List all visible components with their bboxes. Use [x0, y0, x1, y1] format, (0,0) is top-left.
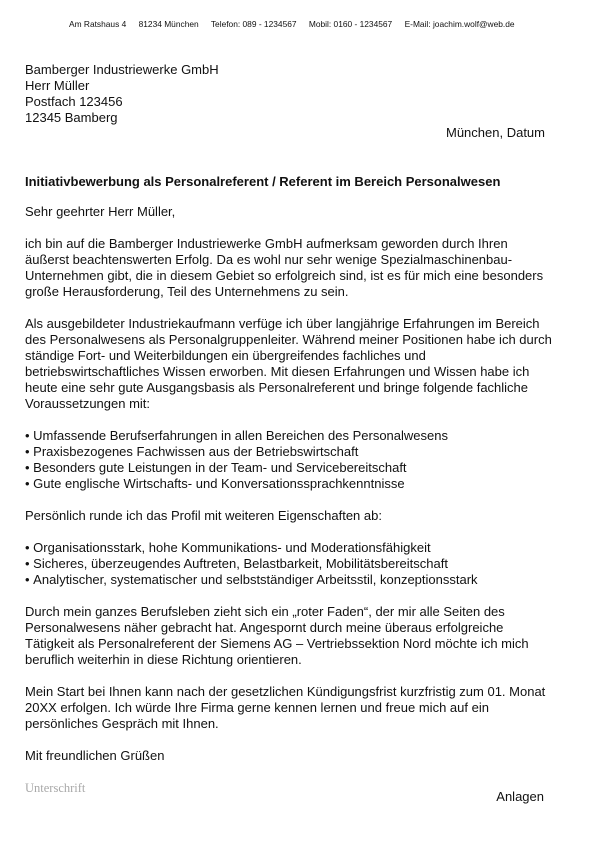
salutation: Sehr geehrter Herr Müller,	[25, 204, 176, 219]
recipient-city: 12345 Bamberg	[25, 110, 118, 125]
paragraph-personal: Persönlich runde ich das Profil mit weiteren Eigenschaften ab:	[25, 508, 382, 523]
sender-phone: Telefon: 089 - 1234567	[210, 19, 297, 29]
paragraph-experience: Als ausgebildeter Industriekaufmann verfüge ich über langjährige Erfahrungen im Bereich des Personalwesens als Personalgruppenleiter. Während meiner Positionen habe ich durch ständige Fort- und Weiterbildungen ein übergreifendes fachliches und betriebswirtschaftliches Wissen erworben. Mit diesen Erfahrungen und Wissen habe ich heute eine sehr gute Ausgangsbasis als Personalreferent und bringe folgende fachliche Voraussetzungen mit:	[25, 316, 552, 411]
sender-street: Am Ratshaus 4	[69, 19, 127, 29]
paragraph-start: Mein Start bei Ihnen kann nach der gesetzlichen Kündigungsfrist kurzfristig zum 01. Monat 20XX erfolgen. Ich würde Ihre Firma gerne kennen lernen und freue mich auf ein persönliches Gespräch mit Ihnen.	[25, 684, 546, 731]
qualifications-list	[25, 428, 553, 492]
signature-placeholder: Unterschrift	[25, 781, 86, 795]
list-item: • Analytischer, systematischer und selbstständiger Arbeitsstil, konzeptionsstark	[25, 572, 553, 588]
list-item: • Sicheres, überzeugendes Auftreten, Belastbarkeit, Mobilitätsbereitschaft	[25, 556, 553, 572]
list-item: • Besonders gute Leistungen in der Team- und Servicebereitschaft	[25, 460, 553, 476]
traits-list	[25, 540, 553, 588]
recipient-name: Herr Müller	[25, 78, 90, 93]
recipient-company: Bamberger Industriewerke GmbH	[25, 62, 219, 77]
subject-line: Initiativbewerbung als Personalreferent / Referent im Bereich Personalwesen	[25, 174, 501, 189]
list-item: • Praxisbezogenes Fachwissen aus der Betriebswirtschaft	[25, 444, 553, 460]
place-date: München, Datum	[446, 125, 545, 140]
sender-email: E-Mail: joachim.wolf@web.de	[404, 19, 515, 29]
letter-body	[25, 174, 553, 796]
paragraph-red-thread: Durch mein ganzes Berufsleben zieht sich ein „roter Faden“, der mir alle Seiten des Personalwesens näher gebracht hat. Angespornt durch meine überaus erfolgreiche Tätigkeit als Personalreferent der Siemens AG – Vertriebssektion Nord möchte ich mich beruflich weiterhin in diese Richtung orientieren.	[25, 604, 529, 667]
paragraph-intro: ich bin auf die Bamberger Industriewerke GmbH aufmerksam geworden durch Ihren äußerst beachtenswerten Erfolg. Da es wohl nur sehr wenige Spezialmaschinenbau-Unternehmen gibt, die in diesem Gebiet so erfolgreich sind, ist es für mich eine besonders große Herausforderung, Teil des Unternehmens zu sein.	[25, 236, 544, 299]
list-item: • Organisationsstark, hohe Kommunikations- und Moderationsfähigkeit	[25, 540, 553, 556]
recipient-address	[25, 62, 219, 126]
list-item: • Umfassende Berufserfahrungen in allen Bereichen des Personalwesens	[25, 428, 553, 444]
recipient-po-box: Postfach 123456	[25, 94, 123, 109]
sender-city: 81234 München	[138, 19, 199, 29]
closing-phrase: Mit freundlichen Grüßen	[25, 748, 165, 763]
sender-header	[69, 19, 549, 29]
sender-mobile: Mobil: 0160 - 1234567	[308, 19, 393, 29]
enclosures-note: Anlagen	[496, 789, 544, 804]
list-item: • Gute englische Wirtschafts- und Konversationssprachkenntnisse	[25, 476, 553, 492]
